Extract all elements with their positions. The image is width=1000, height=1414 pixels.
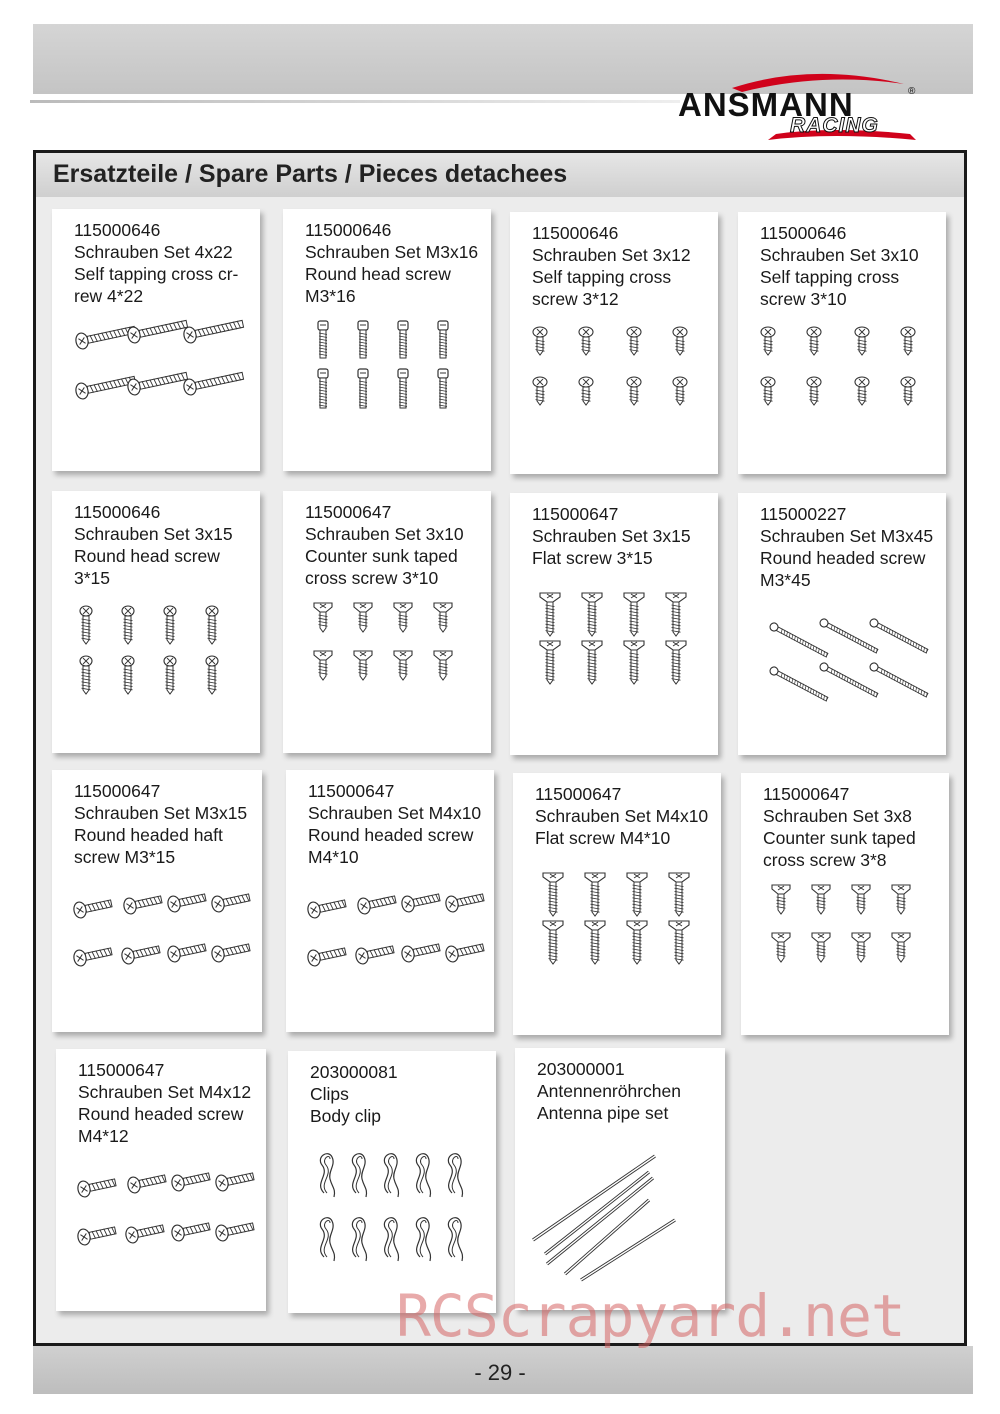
screw-drawing: [901, 327, 915, 355]
screw-drawing: [769, 666, 830, 703]
part-number: 115000646: [305, 220, 392, 240]
part-description: [74, 501, 233, 589]
screw-drawing: [400, 940, 440, 964]
screw-drawing: [394, 651, 412, 680]
screw-drawing: [434, 651, 452, 680]
screw-drawing: [807, 327, 821, 355]
round-head-screw-icon: [52, 603, 252, 713]
part-text-line: M3*16: [305, 286, 356, 306]
countersunk-screw-icon: [283, 599, 483, 709]
screw-drawing: [761, 377, 775, 405]
part-card: [283, 491, 491, 753]
screw-drawing: [579, 377, 593, 405]
screw-drawing: [761, 327, 775, 355]
screw-drawing: [354, 603, 372, 632]
screw-drawing: [627, 873, 647, 916]
screw-drawing: [807, 377, 821, 405]
part-description: [532, 222, 691, 310]
part-number: 115000647: [308, 781, 395, 801]
screw-drawing: [533, 327, 547, 355]
screw-drawing: [434, 603, 452, 632]
screw-drawing: [210, 940, 250, 964]
clip-drawing: [416, 1218, 430, 1261]
screw-drawing: [772, 933, 790, 962]
part-text-line: Self tapping cross: [760, 267, 900, 287]
part-text-line: Body clip: [310, 1106, 382, 1126]
screw-drawing: [126, 368, 188, 396]
screw-drawing: [122, 606, 134, 644]
registered-mark: ®: [908, 86, 916, 97]
part-card: [283, 209, 491, 471]
screw-drawing: [166, 940, 206, 964]
part-text-line: Schrauben Set 3x15: [532, 526, 691, 546]
screw-drawing: [214, 1169, 254, 1193]
part-text-line: M4*10: [308, 847, 359, 867]
part-card: [286, 770, 494, 1032]
screw-drawing: [543, 921, 563, 964]
screw-drawing: [182, 316, 244, 344]
screw-drawing: [210, 890, 250, 914]
clip-drawing: [320, 1154, 334, 1197]
part-card: [288, 1051, 496, 1313]
part-text-line: Schrauben Set 3x10: [305, 524, 464, 544]
part-text-line: Round headed screw: [308, 825, 474, 845]
screw-drawing: [812, 885, 830, 914]
screw-drawing: [80, 606, 92, 644]
part-description: [74, 219, 238, 307]
screw-drawing: [540, 593, 560, 636]
part-text-line: Flat screw 3*15: [532, 548, 653, 568]
part-number: 203000001: [537, 1059, 625, 1079]
part-text-line: Schrauben Set M3x45: [760, 526, 934, 546]
part-card: [56, 1049, 266, 1311]
screw-drawing: [74, 372, 136, 400]
part-number: 115000647: [78, 1060, 165, 1080]
clip-drawing: [448, 1218, 462, 1261]
screw-drawing: [356, 892, 396, 916]
part-text-line: Schrauben Set 4x22: [74, 242, 233, 262]
part-number: 203000081: [310, 1062, 398, 1082]
part-number: 115000646: [760, 223, 847, 243]
long-screw-horizontal-icon: [62, 313, 262, 423]
screw-drawing: [206, 606, 218, 644]
screw-drawing: [358, 321, 368, 358]
part-text-line: Schrauben Set 3x10: [760, 245, 919, 265]
part-card: [52, 491, 260, 753]
part-text-line: Clips: [310, 1084, 349, 1104]
screw-drawing: [74, 322, 136, 350]
screw-drawing: [164, 606, 176, 644]
part-text-line: Self tapping cross: [532, 267, 672, 287]
part-text-line: rew 4*22: [74, 286, 144, 306]
screw-drawing: [76, 1223, 116, 1247]
screw-drawing: [182, 368, 244, 396]
clip-drawing: [352, 1218, 366, 1261]
screw-drawing: [122, 892, 162, 916]
part-text-line: screw M3*15: [74, 847, 176, 867]
part-text-line: cross screw 3*8: [763, 850, 887, 870]
part-card: [738, 212, 946, 474]
part-number: 115000646: [74, 220, 161, 240]
part-text-line: Round headed screw: [78, 1104, 244, 1124]
screw-drawing: [769, 622, 830, 659]
screw-drawing: [812, 933, 830, 962]
part-description: [310, 1061, 398, 1127]
part-description: [537, 1058, 681, 1124]
part-text-line: Schrauben Set M3x15: [74, 803, 248, 823]
screw-drawing: [170, 1169, 210, 1193]
part-number: 115000646: [532, 223, 619, 243]
spare-parts-frame: [33, 150, 967, 1346]
screw-drawing: [124, 1221, 164, 1245]
screw-drawing: [126, 1171, 166, 1195]
part-text-line: Schrauben Set 3x12: [532, 245, 691, 265]
part-description: [763, 783, 916, 871]
part-text-line: M3*45: [760, 570, 811, 590]
screw-drawing: [855, 377, 869, 405]
part-number: 115000647: [535, 784, 622, 804]
screw-drawing: [673, 377, 687, 405]
part-number: 115000646: [74, 502, 161, 522]
screw-drawing: [543, 873, 563, 916]
page-title: Ersatzteile / Spare Parts / Pieces detachees: [53, 160, 568, 188]
part-text-line: screw 3*12: [532, 289, 619, 309]
screw-drawing: [394, 603, 412, 632]
screw-drawing: [627, 327, 641, 355]
machine-screw-vertical-icon: [283, 317, 483, 427]
part-text-line: Round head screw: [305, 264, 451, 284]
part-text-line: Schrauben Set M4x10: [535, 806, 709, 826]
antenna-pipe-icon: [525, 1144, 725, 1294]
watermark: RCScrapyard.net: [396, 1282, 905, 1350]
part-text-line: cross screw 3*10: [305, 568, 439, 588]
screw-drawing: [444, 940, 484, 964]
screw-drawing: [892, 885, 910, 914]
screw-drawing: [585, 873, 605, 916]
screw-drawing: [80, 656, 92, 694]
part-text-line: Round headed screw: [760, 548, 926, 568]
screw-drawing: [627, 377, 641, 405]
long-screw-diagonal-icon: [738, 605, 938, 715]
part-description: [305, 501, 464, 589]
screw-drawing: [354, 942, 394, 966]
screw-drawing: [624, 641, 644, 684]
clip-drawing: [448, 1154, 462, 1197]
screw-drawing: [855, 327, 869, 355]
flat-screw-icon: [510, 589, 710, 699]
part-number: 115000647: [763, 784, 850, 804]
part-text-line: Antenna pipe set: [537, 1103, 669, 1123]
screw-drawing: [540, 641, 560, 684]
logo-brand: ANSMANN: [678, 86, 854, 123]
screw-drawing: [627, 921, 647, 964]
screw-drawing: [72, 944, 112, 968]
screw-drawing: [318, 369, 328, 408]
screw-drawing: [122, 656, 134, 694]
screw-drawing: [314, 603, 332, 632]
screw-drawing: [585, 921, 605, 964]
part-card: [515, 1048, 725, 1310]
part-text-line: Round headed haft: [74, 825, 223, 845]
screw-drawing: [669, 921, 689, 964]
part-card: [510, 493, 718, 755]
part-number: 115000647: [305, 502, 392, 522]
part-text-line: Schrauben Set M4x12: [78, 1082, 252, 1102]
clip-drawing: [320, 1218, 334, 1261]
screw-drawing: [166, 890, 206, 914]
part-text-line: Schrauben Set 3x8: [763, 806, 912, 826]
part-card: [738, 493, 946, 755]
short-screw-horizontal-icon: [62, 1159, 262, 1269]
screw-drawing: [624, 593, 644, 636]
screw-drawing: [164, 656, 176, 694]
screw-drawing: [582, 593, 602, 636]
part-text-line: 3*15: [74, 568, 111, 588]
title-bar: [36, 153, 964, 197]
flat-screw-icon: [513, 869, 713, 979]
screw-drawing: [533, 377, 547, 405]
tapping-screw-icon: [510, 324, 710, 434]
screw-drawing: [579, 327, 593, 355]
header-rule: [30, 100, 680, 103]
tapping-screw-icon: [738, 324, 938, 434]
part-text-line: Self tapping cross cr-: [74, 264, 239, 284]
screw-drawing: [666, 641, 686, 684]
screw-drawing: [666, 593, 686, 636]
ansmann-racing-logo: [672, 66, 942, 146]
screw-drawing: [438, 321, 448, 358]
screw-drawing: [206, 656, 218, 694]
part-card: [513, 773, 721, 1035]
part-text-line: Schrauben Set M4x10: [308, 803, 482, 823]
part-text-line: Schrauben Set 3x15: [74, 524, 233, 544]
screw-drawing: [318, 321, 328, 358]
part-number: 115000647: [532, 504, 619, 524]
part-text-line: Antennenröhrchen: [537, 1081, 681, 1101]
screw-drawing: [398, 369, 408, 408]
part-card: [52, 770, 262, 1032]
part-description: [305, 219, 478, 307]
screw-drawing: [444, 890, 484, 914]
part-description: [535, 783, 708, 849]
screw-drawing: [306, 896, 346, 920]
part-text-line: M4*12: [78, 1126, 129, 1146]
part-text-line: Counter sunk taped: [305, 546, 458, 566]
part-card: [741, 773, 949, 1035]
part-text-line: Round head screw: [74, 546, 220, 566]
clip-drawing: [352, 1154, 366, 1197]
screw-drawing: [358, 369, 368, 408]
screw-drawing: [354, 651, 372, 680]
part-number: 115000647: [74, 781, 161, 801]
screw-drawing: [126, 316, 188, 344]
clip-drawing: [384, 1154, 398, 1197]
countersunk-screw-icon: [741, 881, 941, 991]
screw-drawing: [314, 651, 332, 680]
screw-drawing: [582, 641, 602, 684]
screw-drawing: [76, 1175, 116, 1199]
part-card: [510, 212, 718, 474]
screw-drawing: [120, 942, 160, 966]
part-description: [78, 1059, 251, 1147]
part-description: [760, 222, 919, 310]
clip-drawing: [384, 1218, 398, 1261]
screw-drawing: [170, 1219, 210, 1243]
screw-drawing: [72, 896, 112, 920]
screw-drawing: [214, 1219, 254, 1243]
part-description: [308, 780, 481, 868]
screw-drawing: [306, 944, 346, 968]
part-text-line: Schrauben Set M3x16: [305, 242, 479, 262]
screw-drawing: [892, 933, 910, 962]
part-description: [74, 780, 247, 868]
clip-drawing: [416, 1154, 430, 1197]
part-card: [52, 209, 260, 471]
screw-drawing: [438, 369, 448, 408]
screw-drawing: [852, 933, 870, 962]
body-clip-icon: [288, 1147, 488, 1277]
part-text-line: screw 3*10: [760, 289, 847, 309]
screw-drawing: [398, 321, 408, 358]
part-description: [760, 503, 933, 591]
screw-drawing: [400, 890, 440, 914]
screw-drawing: [673, 327, 687, 355]
page-number: - 29 -: [474, 1360, 526, 1385]
part-text-line: Flat screw M4*10: [535, 828, 671, 848]
logo-sub: RACING: [790, 114, 879, 137]
short-screw-horizontal-icon: [58, 880, 258, 990]
screw-drawing: [852, 885, 870, 914]
short-screw-horizontal-icon: [292, 880, 492, 990]
part-description: [532, 503, 691, 569]
part-number: 115000227: [760, 504, 847, 524]
screw-drawing: [772, 885, 790, 914]
part-text-line: Counter sunk taped: [763, 828, 916, 848]
screw-drawing: [901, 377, 915, 405]
screw-drawing: [669, 873, 689, 916]
